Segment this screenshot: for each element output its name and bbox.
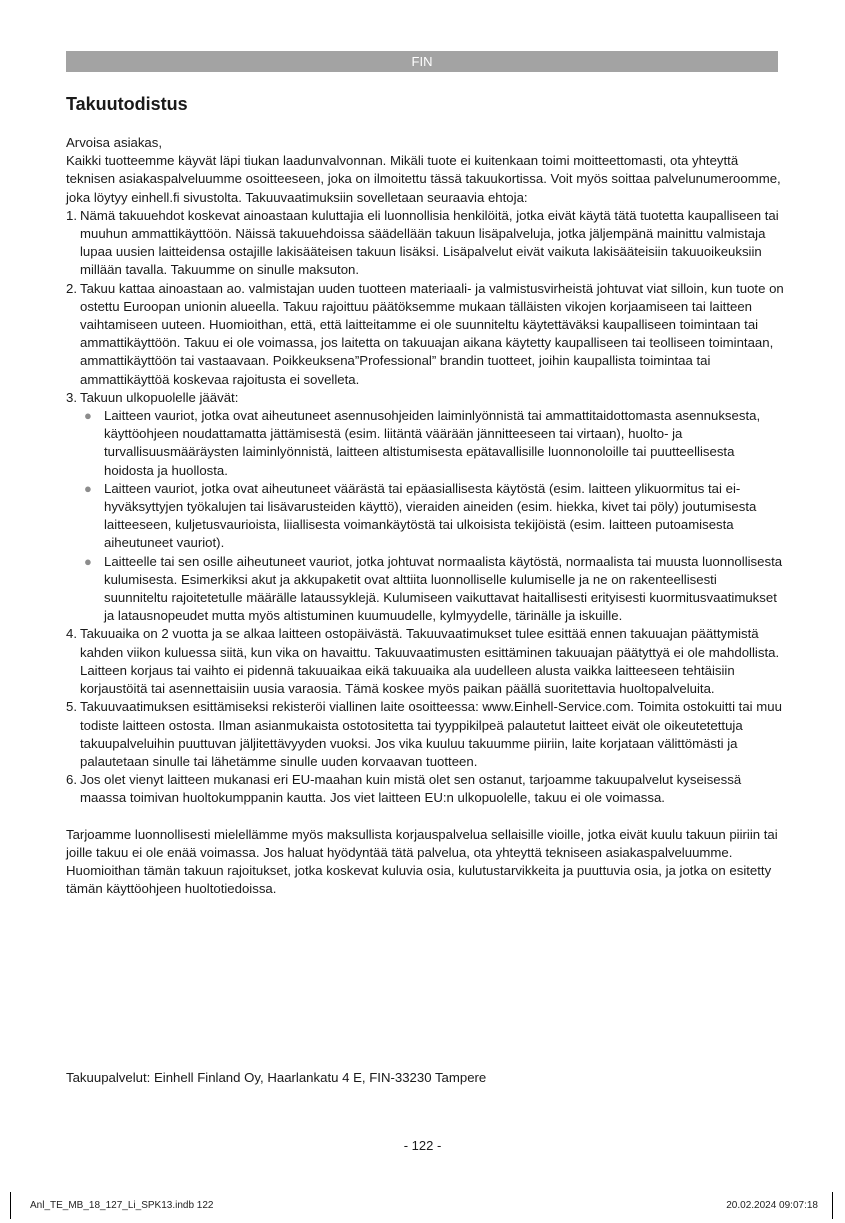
term-item [66,625,784,698]
service-address: Takuupalvelut: Einhell Finland Oy, Haarlankatu 4 E, FIN-33230 Tampere [66,1070,487,1085]
term-text: Jos olet vienyt laitteen mukanasi eri EU-maahan kuin mistä olet sen ostanut, tarjoamme takuupalvelut kyseisessä maassa toimivan huoltokumppanin kautta. Jos viet laitteen EU:n ulkopuolelle, takuu ei ole voimassa. [80,772,742,806]
term-item [66,771,784,807]
term-number: 4. [66,626,77,642]
exclusion-item [80,553,784,626]
page-number: - 122 - [403,1138,442,1153]
term-text: Takuun ulkopuolelle jäävät: [80,389,239,405]
paid-repair-paragraph: Tarjoamme luonnollisesti mielellämme myös maksullista korjauspalvelua sellaisille vioille, jotka eivät kuulu takuun piiriin tai joille takuu ei ole enää voimassa. Jos haluat hyödyntää tätä palvelua, ota yhteyttä tekniseen asiakaspalveluumme. [66,826,778,860]
warranty-text [66,134,784,898]
term-item [66,698,784,771]
intro-paragraph: Kaikki tuotteemme käyvät läpi tiukan laadunvalvonnan. Mikäli tuote ei kuitenkaan toimi moitteettomasti, ota yhteyttä teknisen asiakaspalveluumme osoitteeseen, joka on ilmoitettu tässä takuukortissa. Voit myös soittaa palvelunumeroomme, joka löytyy einhell.fi sivustolta. Takuuvaatimuksiin sovelletaan seuraavia ehtoja: [66,153,781,205]
term-number: 3. [66,389,77,405]
closing-section [66,826,784,899]
crop-mark-right [832,1192,833,1219]
term-text: Takuuvaatimuksen esittämiseksi rekisteröi viallinen laite osoitteessa: www.Einhell-Service.com. Toimita ostokuitti tai muu todiste laitteen ostosta. Ilman asianmukaista ostotositetta tai tyyppikilpeä palautetut laitteet eivät ole oikeutetettuja takuupalveluihin puuttuvan jäljitettävyyden vuoksi. Jos vika kuuluu takuumme piiriin, laite korjataan välittömästi ja palautetaan sinulle tai lähetämme sinulle uuden korvaavan tuotteen. [80,699,782,769]
term-item [66,389,784,626]
term-number: 2. [66,280,77,296]
bullet-icon: ● [84,480,92,496]
term-number: 6. [66,772,77,788]
term-number: 5. [66,699,77,715]
bullet-icon: ● [84,553,92,569]
greeting: Arvoisa asiakas, [66,135,163,150]
term-item [66,207,784,280]
exclusion-text: Laitteelle tai sen osille aiheutuneet vauriot, jotka johtuvat normaalista käytöstä, normaalista tai muusta luonnollisesta kulumisesta. Esimerkiksi akut ja akkupaketit ovat alttiita luonnolliselle kulumiselle ja ne on rakenteellisesti suunniteltu rajoitetetulle määrälle lataussyklejä. Kulumiseen vaikuttavat haitallisesti erityisesti kuormitusvaatimukset ja latausnopeudet mutta myös altistuminen kuumuudelle, kylmyydelle, tärinälle ja iskuille. [104,553,783,624]
term-item [66,280,784,389]
bullet-icon: ● [84,408,92,424]
exclusion-item [80,480,784,553]
term-text: Takuu kattaa ainoastaan ao. valmistajan uuden tuotteen materiaali- ja valmistusvirheistä johtuvat viat silloin, kun tuote on ostettu Euroopan unionin alueella. Takuu rajoittuu päätöksemme mukaan tälläisten vikojen korjaamiseen tai laitteen vaihtamiseen uuteen. Huomioithan, että, että laitteitamme ei ole suunniteltu käytettäväksi kaupalliseen toimintaan tai ammattikäyttöön. Takuu ei ole voimassa, jos laitetta on takuuajan aikana käytetty kaupalliseen tai teolliseen toimintaan, ammattikäyttöön tai vastaavaan. Poikkeuksena”Professional” brandin tuotteet, joihin kaupallista toimintaa tai ammattikäyttöä koskevaa rajoitusta ei sovelleta. [80,280,784,387]
page-title: Takuutodistus [66,94,188,114]
crop-mark-left [10,1192,11,1219]
language-bar [66,51,778,72]
exclusions-list [80,407,784,625]
language-label: FIN [411,54,433,69]
term-number: 1. [66,207,77,223]
exclusion-text: Laitteen vauriot, jotka ovat aiheutuneet asennusohjeiden laiminlyönnistä tai ammattitaidottomasta asennuksesta, käyttöohjeen noudattamatta jättämisestä (esim. liitäntä väärään jännitteeseen tai virtaan), huolto- ja turvallisuusmääräysten laiminlyönnistä, laitteen altistumisesta epätavallisille luonnonoloille tai puutteellisesta hoidosta ja huollosta. [104,408,761,478]
footer-timestamp: 20.02.2024 09:07:18 [726,1200,818,1211]
exclusion-item [80,407,784,480]
terms-list [66,207,784,808]
term-text: Takuuaika on 2 vuotta ja se alkaa laitteen ostopäivästä. Takuuvaatimukset tulee esittää ennen takuuajan päättymistä kahden viikon kuluessa siitä, kun vika on havaittu. Takuuvaatimusten esittäminen takuuajan päätyttyä ei ole mahdollista. Laitteen korjaus tai vaihto ei pidennä takuuaikaa eikä takuuaika ala uudelleen alusta vaikka laitteeseen tehtäisiin korjaustöitä tai asennettaisiin uusia varaosia. Tämä koskee myös paikan päällä suoritettavia huoltopalveluita. [80,626,780,697]
term-text: Nämä takuuehdot koskevat ainoastaan kuluttajia eli luonnollisia henkilöitä, jotka eivät käytä tätä tuotetta kaupalliseen tai muuhun ammattikäyttöön. Näissä takuuehdoissa säädellään takuun lisäpalveluja, jotka jäljempänä mainittu valmistaja lupaa uusien laitteidensa ostajille lakisääteisen takuun lisäksi. Lisäpalvelut eivät vaikuta lakisääteisiin takuuoikeuksiin millään tavalla. Takuumme on sinulle maksuton. [80,207,779,278]
exclusion-text: Laitteen vauriot, jotka ovat aiheutuneet väärästä tai epäasiallisesta käytöstä (esim. laitteen ylikuormitus tai ei-hyväksyttyjen työkalujen tai lisävarusteiden käyttö), vieraiden aineiden (esim. hiekka, kivet tai pöly) joutumisesta laitteeseen, kuljetusvaurioista, liiallisesta voimankäytöstä tai ulkoisista tekijöistä (esim. laitteen putoamisesta aiheutuneet vauriot). [104,480,757,551]
footer-filename: Anl_TE_MB_18_127_Li_SPK13.indb 122 [30,1200,214,1211]
limitations-paragraph: Huomioithan tämän takuun rajoitukset, jotka koskevat kuluvia osia, kulutustarvikkeita ja puuttuvia osia, ja jotka on esitetty tämän käyttöohjeen huoltotiedoissa. [66,862,772,897]
